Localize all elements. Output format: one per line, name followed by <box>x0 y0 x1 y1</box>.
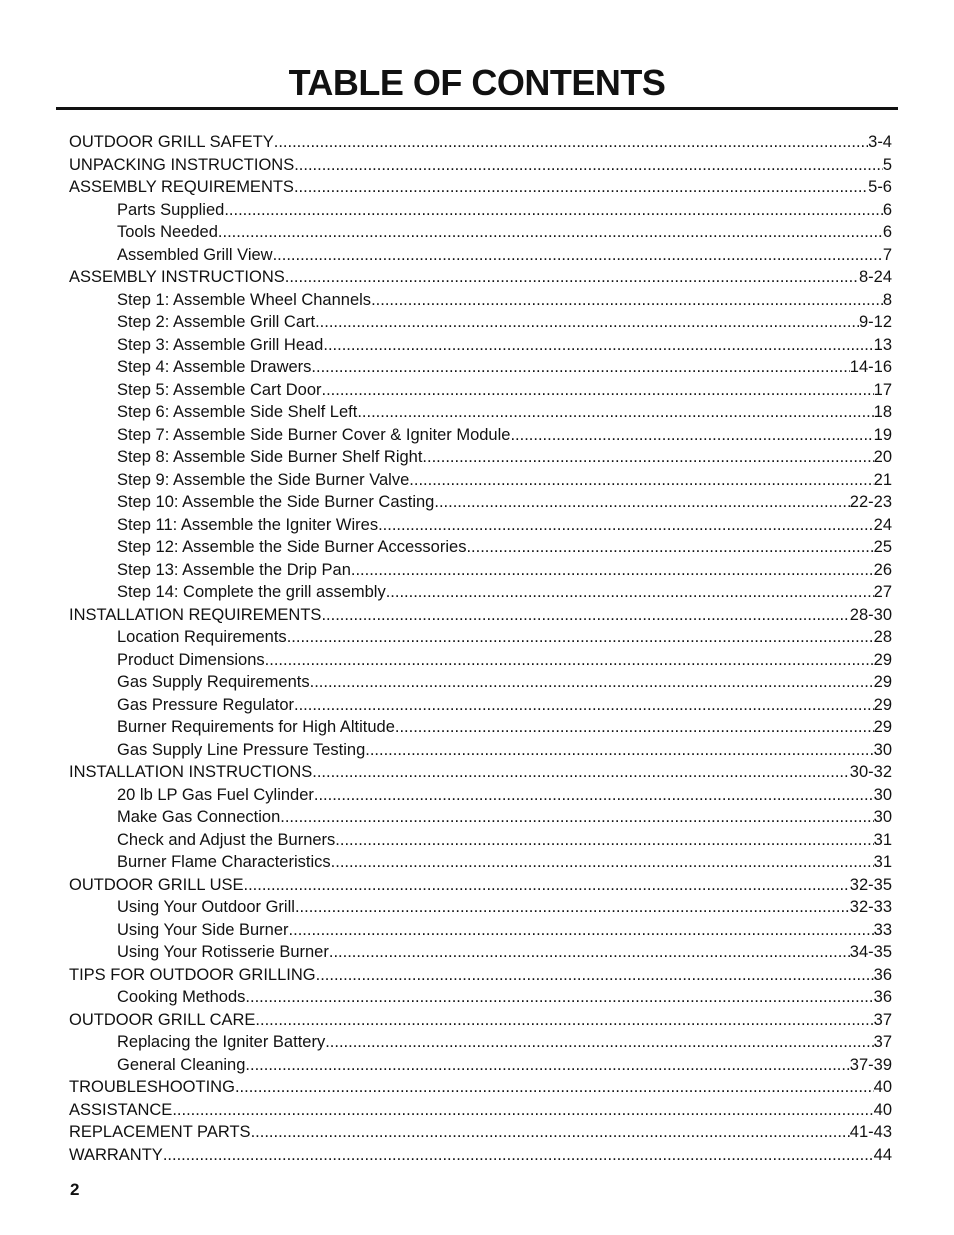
toc-dot-leader <box>321 604 849 627</box>
toc-dot-leader <box>218 221 883 244</box>
toc-entry-page: 37-39 <box>849 1055 892 1074</box>
toc-dot-leader <box>224 199 882 222</box>
toc-subsection-entry <box>0 469 954 492</box>
toc-entry-page: 29 <box>873 695 892 714</box>
toc-section-entry <box>0 964 954 987</box>
toc-entry-page: 18 <box>873 403 892 421</box>
toc-dot-leader <box>335 829 873 852</box>
toc-entry-page: 9-12 <box>858 313 892 331</box>
toc-dot-leader <box>294 176 868 199</box>
toc-entry-page: 26 <box>873 560 892 579</box>
toc-entry-page: 3-4 <box>868 133 892 151</box>
toc-subsection-entry <box>0 671 954 694</box>
toc-subsection-entry <box>0 311 954 334</box>
toc-entry-page: 40 <box>873 1078 892 1096</box>
toc-entry-page: 24 <box>873 515 892 534</box>
toc-section-entry <box>0 1099 954 1122</box>
toc-entry-label: Step 6: Assemble Side Shelf Left <box>117 403 358 421</box>
toc-entry-page: 37 <box>873 1033 892 1051</box>
toc-entry-label: Step 4: Assemble Drawers <box>117 358 312 376</box>
toc-subsection-entry <box>0 919 954 942</box>
toc-entry-page: 34-35 <box>849 943 892 961</box>
toc-entry-label: Step 2: Assemble Grill Cart <box>117 313 316 331</box>
toc-entry-page: 6 <box>882 223 892 241</box>
toc-entry-label: Step 13: Assemble the Drip Pan <box>117 560 351 579</box>
toc-subsection-entry <box>0 446 954 469</box>
toc-entry-label: Cooking Methods <box>117 988 246 1006</box>
toc-subsection-entry <box>0 379 954 402</box>
toc-entry-label: Check and Adjust the Burners <box>117 830 336 849</box>
toc-subsection-entry <box>0 199 954 222</box>
toc-entry-label: ASSEMBLY REQUIREMENTS <box>69 178 294 196</box>
toc-dot-leader <box>315 311 859 334</box>
toc-entry-page: 7 <box>882 245 892 264</box>
toc-subsection-entry <box>0 806 954 829</box>
toc-entry-label: Burner Requirements for High Altitude <box>117 718 395 736</box>
toc-entry-label: Using Your Rotisserie Burner <box>117 943 329 961</box>
toc-entry-label: Step 7: Assemble Side Burner Cover & Igniter Module <box>117 425 511 444</box>
toc-entry-label: WARRANTY <box>69 1145 163 1164</box>
toc-entry-label: Step 5: Assemble Cart Door <box>117 380 322 399</box>
toc-entry-label: Parts Supplied <box>117 200 225 219</box>
toc-subsection-entry <box>0 784 954 807</box>
toc-entry-label: ASSISTANCE <box>69 1100 173 1119</box>
toc-entry-label: Assembled Grill View <box>117 245 273 264</box>
toc-subsection-entry <box>0 401 954 424</box>
toc-subsection-entry <box>0 244 954 267</box>
toc-dot-leader <box>434 491 849 514</box>
toc-section-entry <box>0 176 954 199</box>
toc-dot-leader <box>285 266 859 289</box>
toc-dot-leader <box>357 401 873 424</box>
toc-entry-page: 28-30 <box>849 605 892 624</box>
toc-dot-leader <box>251 1121 850 1144</box>
toc-entry-page: 20 <box>873 448 892 466</box>
toc-subsection-entry <box>0 491 954 514</box>
toc-entry-page: 36 <box>873 988 892 1006</box>
toc-dot-leader <box>310 671 874 694</box>
toc-dot-leader <box>244 874 850 897</box>
toc-entry-label: Step 10: Assemble the Side Burner Casting <box>117 493 435 511</box>
toc-entry-label: Step 14: Complete the grill assembly <box>117 583 386 601</box>
toc-dot-leader <box>273 244 883 267</box>
toc-subsection-entry <box>0 626 954 649</box>
toc-section-entry <box>0 874 954 897</box>
toc-entry-label: Product Dimensions <box>117 650 265 669</box>
toc-entry-label: UNPACKING INSTRUCTIONS <box>69 155 295 174</box>
toc-dot-leader <box>287 626 874 649</box>
toc-subsection-entry <box>0 1031 954 1054</box>
toc-entry-page: 13 <box>873 335 892 354</box>
toc-dot-leader <box>289 919 874 942</box>
toc-entry-label: OUTDOOR GRILL SAFETY <box>69 133 274 151</box>
toc-dot-leader <box>378 514 874 537</box>
toc-entry-page: 29 <box>873 673 892 691</box>
toc-entry-page: 27 <box>873 583 892 601</box>
toc-entry-label: Burner Flame Characteristics <box>117 853 331 871</box>
toc-entry-label: Step 8: Assemble Side Burner Shelf Right <box>117 448 423 466</box>
toc-entry-page: 31 <box>873 830 892 849</box>
toc-entry-page: 30 <box>873 740 892 759</box>
toc-entry-page: 32-35 <box>849 875 892 894</box>
toc-entry-label: 20 lb LP Gas Fuel Cylinder <box>117 785 314 804</box>
toc-entry-page: 30-32 <box>849 763 892 781</box>
toc-entry-page: 21 <box>873 470 892 489</box>
toc-dot-leader <box>409 469 873 492</box>
toc-entry-page: 5-6 <box>868 178 892 196</box>
toc-entry-label: Gas Supply Requirements <box>117 673 310 691</box>
toc-dot-leader <box>312 761 850 784</box>
toc-entry-page: 19 <box>873 425 892 444</box>
toc-section-entry <box>0 154 954 177</box>
toc-entry-page: 6 <box>882 200 892 219</box>
toc-entry-page: 36 <box>873 965 892 984</box>
title-divider <box>56 107 898 110</box>
toc-subsection-entry <box>0 649 954 672</box>
toc-dot-leader <box>386 581 874 604</box>
toc-entry-page: 44 <box>873 1145 892 1164</box>
toc-dot-leader <box>466 536 873 559</box>
toc-dot-leader <box>314 784 874 807</box>
toc-section-entry <box>0 266 954 289</box>
page-title: TABLE OF CONTENTS <box>288 62 666 103</box>
toc-dot-leader <box>255 1009 873 1032</box>
toc-dot-leader <box>395 716 874 739</box>
toc-entry-page: 32-33 <box>849 898 892 916</box>
toc-subsection-entry <box>0 559 954 582</box>
toc-section-entry <box>0 1144 954 1167</box>
toc-entry-label: Step 1: Assemble Wheel Channels <box>117 290 372 309</box>
toc-dot-leader <box>422 446 873 469</box>
toc-dot-leader <box>311 356 849 379</box>
toc-dot-leader <box>295 896 850 919</box>
toc-dot-leader <box>365 739 873 762</box>
toc-section-entry <box>0 604 954 627</box>
toc-entry-page: 14-16 <box>849 358 892 376</box>
toc-entry-label: TROUBLESHOOTING <box>69 1078 235 1096</box>
toc-subsection-entry <box>0 941 954 964</box>
toc-section-entry <box>0 1076 954 1099</box>
toc-entry-label: General Cleaning <box>117 1055 246 1074</box>
toc-entry-label: Tools Needed <box>117 223 218 241</box>
toc-entry-page: 29 <box>873 718 892 736</box>
toc-dot-leader <box>235 1076 874 1099</box>
toc-entry-label: OUTDOOR GRILL USE <box>69 875 244 894</box>
toc-entry-page: 5 <box>882 155 892 174</box>
toc-dot-leader <box>245 986 873 1009</box>
page-number: 2 <box>70 1180 80 1199</box>
toc-entry-page: 33 <box>873 920 892 939</box>
toc-entry-page: 37 <box>873 1010 892 1029</box>
toc-subsection-entry <box>0 1054 954 1077</box>
toc-entry-label: Make Gas Connection <box>117 808 281 826</box>
toc-entry-page: 25 <box>873 538 892 556</box>
toc-entry-label: OUTDOOR GRILL CARE <box>69 1010 256 1029</box>
toc-dot-leader <box>351 559 874 582</box>
toc-entry-page: 17 <box>873 380 892 399</box>
toc-entry-page: 30 <box>873 808 892 826</box>
toc-entry-label: INSTALLATION INSTRUCTIONS <box>69 763 313 781</box>
toc-entry-page: 8-24 <box>858 268 892 286</box>
toc-section-entry <box>0 1009 954 1032</box>
toc-subsection-entry <box>0 829 954 852</box>
toc-entry-page: 22-23 <box>849 493 892 511</box>
toc-subsection-entry <box>0 514 954 537</box>
toc-subsection-entry <box>0 289 954 312</box>
toc-subsection-entry <box>0 424 954 447</box>
toc-entry-page: 29 <box>873 650 892 669</box>
toc-subsection-entry <box>0 536 954 559</box>
toc-dot-leader <box>371 289 883 312</box>
toc-entry-page: 30 <box>873 785 892 804</box>
toc-entry-label: Gas Supply Line Pressure Testing <box>117 740 366 759</box>
toc-entry-label: Replacing the Igniter Battery <box>117 1033 326 1051</box>
toc-dot-leader <box>274 131 868 154</box>
toc-subsection-entry <box>0 851 954 874</box>
toc-section-entry <box>0 1121 954 1144</box>
toc-dot-leader <box>294 154 883 177</box>
toc-subsection-entry <box>0 739 954 762</box>
toc-entry-label: REPLACEMENT PARTS <box>69 1123 251 1141</box>
toc-entry-label: Using Your Outdoor Grill <box>117 898 295 916</box>
toc-section-entry <box>0 131 954 154</box>
toc-dot-leader <box>331 851 874 874</box>
toc-entry-page: 8 <box>882 290 892 309</box>
toc-subsection-entry <box>0 581 954 604</box>
toc-entry-label: Step 3: Assemble Grill Head <box>117 335 324 354</box>
toc-entry-label: Gas Pressure Regulator <box>117 695 294 714</box>
toc-entry-label: Step 12: Assemble the Side Burner Accessories <box>117 538 467 556</box>
toc-subsection-entry <box>0 896 954 919</box>
toc-dot-leader <box>325 1031 873 1054</box>
toc-dot-leader <box>510 424 873 447</box>
toc-entry-page: 41-43 <box>849 1123 892 1141</box>
toc-dot-leader <box>172 1099 873 1122</box>
toc-entry-label: Step 11: Assemble the Igniter Wires <box>117 515 379 534</box>
toc-dot-leader <box>245 1054 849 1077</box>
toc-subsection-entry <box>0 221 954 244</box>
toc-entry-label: INSTALLATION REQUIREMENTS <box>69 605 322 624</box>
toc-dot-leader <box>265 649 874 672</box>
toc-entry-label: Location Requirements <box>117 628 287 646</box>
toc-dot-leader <box>322 379 874 402</box>
toc-subsection-entry <box>0 356 954 379</box>
toc-subsection-entry <box>0 716 954 739</box>
toc-dot-leader <box>294 694 874 717</box>
toc-dot-leader <box>323 334 873 357</box>
toc-section-entry <box>0 761 954 784</box>
toc-dot-leader <box>329 941 850 964</box>
toc-dot-leader <box>316 964 874 987</box>
toc-entry-page: 28 <box>873 628 892 646</box>
table-of-contents <box>0 131 954 1166</box>
toc-entry-label: ASSEMBLY INSTRUCTIONS <box>69 268 285 286</box>
toc-entry-label: TIPS FOR OUTDOOR GRILLING <box>69 965 316 984</box>
toc-entry-page: 31 <box>873 853 892 871</box>
toc-dot-leader <box>163 1144 874 1167</box>
toc-dot-leader <box>280 806 873 829</box>
toc-subsection-entry <box>0 334 954 357</box>
toc-subsection-entry <box>0 694 954 717</box>
toc-subsection-entry <box>0 986 954 1009</box>
toc-entry-label: Using Your Side Burner <box>117 920 289 939</box>
toc-entry-label: Step 9: Assemble the Side Burner Valve <box>117 470 410 489</box>
toc-entry-page: 40 <box>873 1100 892 1119</box>
